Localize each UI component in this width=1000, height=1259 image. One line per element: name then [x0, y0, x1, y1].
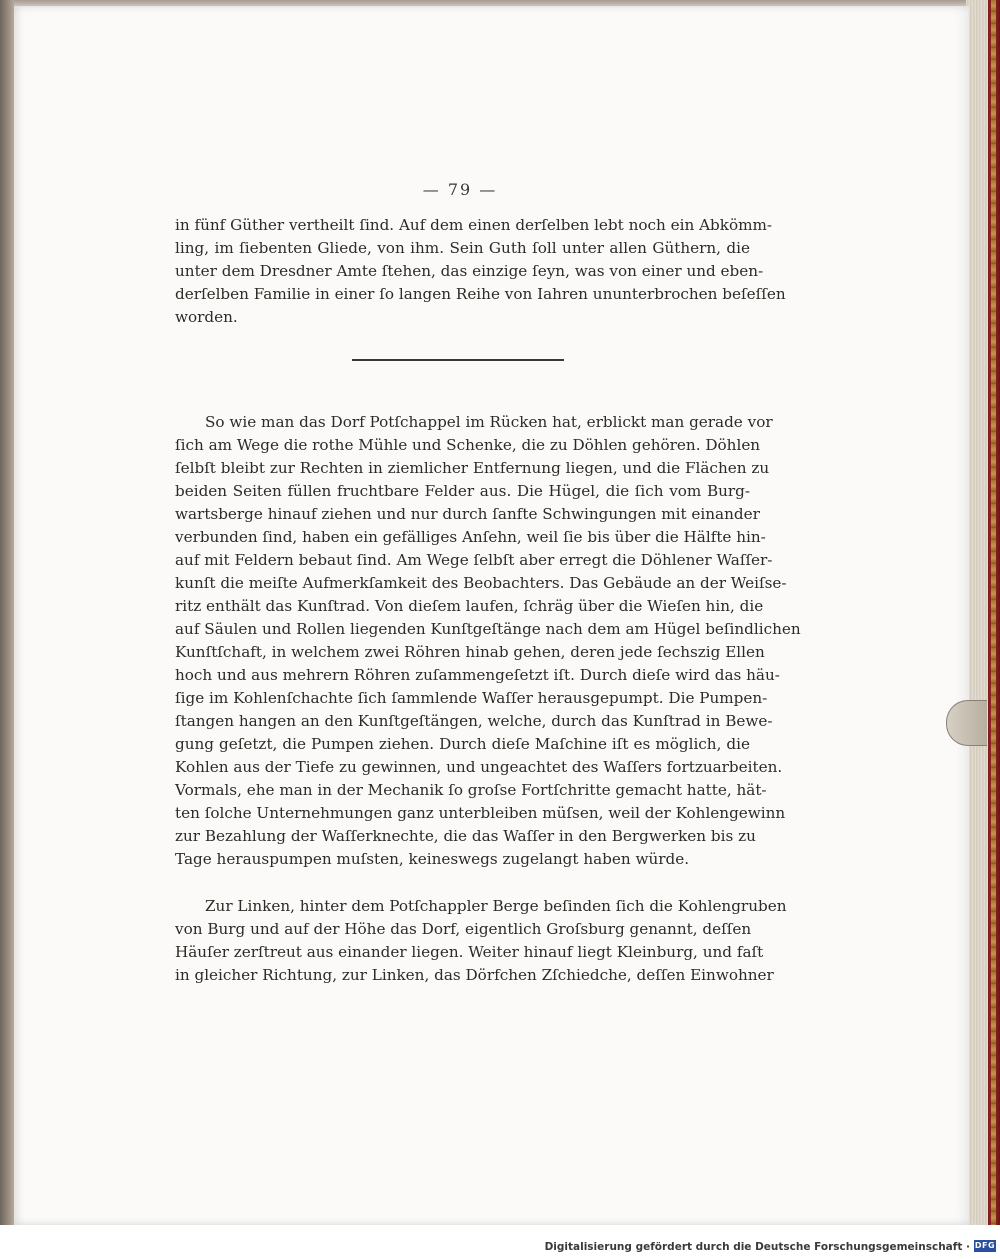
- text-line: auf mit Feldern bebaut ſind. Am Wege ſelbſt aber erregt die Döhlener Waſſer-: [175, 551, 773, 569]
- text-line: verbunden ſind, haben ein gefälliges Anſehn, weil ſie bis über die Hälfte hin-: [175, 528, 766, 546]
- text-line: Vormals, ehe man in der Mechanik ſo groſse Fortſchritte gemacht hatte, hät-: [175, 781, 767, 799]
- text-line: gung geſetzt, die Pumpen ziehen. Durch dieſe Maſchine iſt es möglich, die: [175, 735, 750, 753]
- text-line: kunſt die meiſte Aufmerkſamkeit des Beobachters. Das Gebäude an der Weiſse-: [175, 574, 787, 592]
- book-left-edge: [0, 0, 14, 1225]
- dfg-logo: DFG: [974, 1241, 996, 1250]
- text-line: in gleicher Richtung, zur Linken, das Dörfchen Zſchiedche, deſſen Einwohner: [175, 966, 774, 984]
- text-line: ſelbſt bleibt zur Rechten in ziemlicher Entfernung liegen, und die Flächen zu: [175, 459, 770, 477]
- text-line: Häuſer zerſtreut aus einander liegen. Weiter hinauf liegt Kleinburg, und faſt: [175, 943, 764, 961]
- text-line: ſich am Wege die rothe Mühle und Schenke, die zu Döhlen gehören. Döhlen: [175, 436, 761, 454]
- page-clip: [946, 700, 987, 746]
- text-line: hoch und aus mehrern Röhren zuſammengeſetzt iſt. Durch dieſe wird das häu-: [175, 666, 780, 684]
- gilt-edge: [991, 0, 996, 1225]
- text-line: ten ſolche Unternehmungen ganz unterbleiben müſsen, weil der Kohlengewinn: [175, 804, 786, 822]
- text-line: Kohlen aus der Tiefe zu gewinnen, und ungeachtet des Waſſers fortzuarbeiten.: [175, 758, 783, 776]
- text-line: auf Säulen und Rollen liegenden Kunſtgeſtänge nach dem am Hügel beſindlichen: [175, 620, 801, 638]
- text-line: Zur Linken, hinter dem Potſchappler Berge beſinden ſich die Kohlengruben: [205, 897, 787, 915]
- text-line: derſelben Familie in einer ſo langen Reihe von Iahren ununterbrochen beſeſſen: [175, 285, 786, 303]
- text-line: von Burg und auf der Höhe das Dorf, eigentlich Groſsburg genannt, deſſen: [175, 920, 752, 938]
- text-line: wartsberge hinauf ziehen und nur durch ſanfte Schwingungen mit einander: [175, 505, 760, 523]
- text-line: Kunſtſchaft, in welchem zwei Röhren hinab gehen, deren jede ſechszig Ellen: [175, 643, 765, 661]
- text-line: ſtangen hangen an den Kunſtgeſtängen, welche, durch das Kunſtrad in Bewe-: [175, 712, 773, 730]
- text-line: So wie man das Dorf Potſchappel im Rücken hat, erblickt man gerade vor: [205, 413, 773, 431]
- section-divider: [352, 359, 564, 361]
- page-number: — 79 —: [422, 180, 498, 199]
- footer-credit: Digitalisierung gefördert durch die Deutsche Forschungsgemeinschaft ·: [544, 1241, 970, 1253]
- text-line: ſige im Kohlenſchachte ſich ſammlende Waſſer herausgepumpt. Die Pumpen-: [175, 689, 768, 707]
- text-line: ling, im ſiebenten Gliede, von ihm. Sein Guth ſoll unter allen Güthern, die: [175, 239, 750, 257]
- text-line: beiden Seiten füllen fruchtbare Felder aus. Die Hügel, die ſich vom Burg-: [175, 482, 750, 500]
- text-line: zur Bezahlung der Waſſerknechte, die das Waſſer in den Bergwerken bis zu: [175, 827, 756, 845]
- text-line: Tage herauspumpen muſsten, keineswegs zugelangt haben würde.: [175, 850, 690, 868]
- text-line: unter dem Dresdner Amte ſtehen, das einzige ſeyn, was von einer und eben-: [175, 262, 764, 280]
- text-line: in fünf Güther vertheilt ſind. Auf dem einen derſelben lebt noch ein Abkömm-: [175, 216, 773, 234]
- text-line: ritz enthält das Kunſtrad. Von dieſem laufen, ſchräg über die Wieſen hin, die: [175, 597, 764, 615]
- text-line: worden.: [175, 308, 238, 326]
